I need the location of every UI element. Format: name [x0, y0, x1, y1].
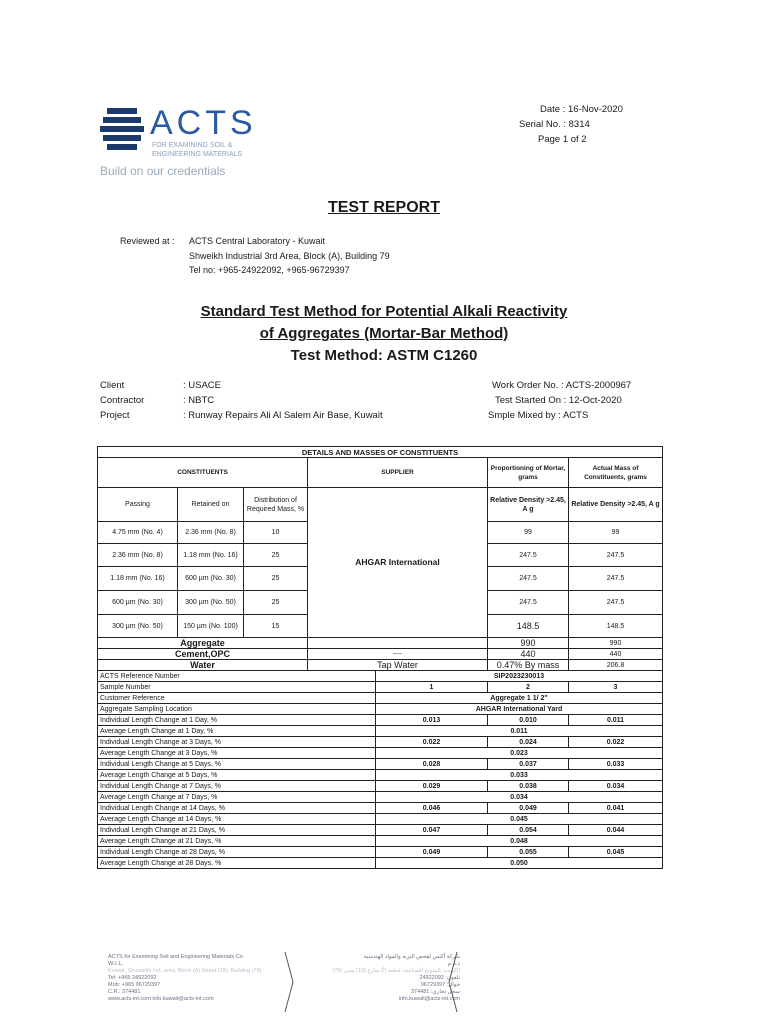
passing-cell: 4.75 mm (No. 4) [98, 522, 178, 544]
header-actual-mass: Actual Mass of Constituents, grams [569, 458, 663, 488]
result-label: Individual Length Change at 1 Day, % [98, 715, 376, 726]
proportion-cell: 247.5 [488, 567, 569, 591]
header-constituents: CONSTITUENTS [98, 458, 308, 488]
distribution-cell: 25 [244, 591, 308, 615]
footer-chevron-icon [284, 952, 294, 1012]
result-sample-1: 0.029 [376, 781, 488, 792]
date-value: 16-Nov-2020 [568, 104, 623, 115]
result-sample-3: 0.045 [569, 847, 663, 858]
logo-subtitle: FOR EXAMINING SOIL & ENGINEERING MATERIALS [152, 142, 243, 158]
report-title: TEST REPORT [327, 199, 440, 216]
water-supplier: Tap Water [308, 660, 488, 671]
sampling-location-label: Aggregate Sampling Location [98, 704, 376, 715]
table-title: DETAILS AND MASSES OF CONSTITUENTS [98, 447, 663, 458]
footer-arabic-address: الكويت، الشويخ الصناعية، قطعة (أ) شارع (19) مبنى (79) [332, 968, 460, 974]
result-label: Individual Length Change at 5 Days, % [98, 759, 376, 770]
footer-cr: C.R.: 374481 [108, 989, 141, 995]
passing-cell: 300 µm (No. 50) [98, 615, 178, 638]
table-row [98, 836, 663, 847]
retained-cell: 2.36 mm (No. 8) [178, 522, 244, 544]
table-row [98, 814, 663, 825]
actual-mass-cell: 247.5 [569, 591, 663, 615]
serial-label: Serial No. : [519, 119, 566, 130]
result-sample-1: 0.013 [376, 715, 488, 726]
result-sample-3: 0.011 [569, 715, 663, 726]
result-sample-3: 0.034 [569, 781, 663, 792]
sample-row [98, 682, 663, 693]
sample-label: Sample Number [98, 682, 376, 693]
customer-reference-label: Customer Reference [98, 693, 376, 704]
result-sample-2: 0.049 [488, 803, 569, 814]
table-row [98, 803, 663, 814]
logo-wordmark: ACTS [150, 104, 257, 142]
result-sample-2: 0.010 [488, 715, 569, 726]
sampling-location-value: AHGAR International Yard [376, 704, 663, 715]
result-label: Individual Length Change at 7 Days, % [98, 781, 376, 792]
result-sample-2: 0.037 [488, 759, 569, 770]
header-relative-density-1: Relative Density >2.45, A g [488, 488, 569, 522]
table-row [98, 748, 663, 759]
test-method-title: Test Method: ASTM C1260 [290, 347, 478, 364]
retained-cell: 150 µm (No. 100) [178, 615, 244, 638]
footer-web-email: www.acts-int.com info.kuwait@acts-int.com [108, 996, 214, 1002]
client-label: Client [100, 380, 125, 391]
table-row [98, 825, 663, 836]
average-value: 0.048 [376, 836, 663, 847]
logo-tagline: Build on our credentials [100, 164, 226, 178]
table-row [98, 770, 663, 781]
sample-mixed-by: Smple Mixed by : ACTS [488, 410, 589, 421]
result-sample-1: 0.028 [376, 759, 488, 770]
footer-company-type: W.L.L. [108, 961, 124, 967]
footer-mob: Mob: +965 96729397 [108, 982, 161, 988]
footer-arabic-cr: سجل تجاري: 374481 [411, 989, 460, 995]
distribution-cell: 15 [244, 615, 308, 638]
average-value: 0.023 [376, 748, 663, 759]
result-sample-2: 0.038 [488, 781, 569, 792]
retained-cell: 600 µm (No. 30) [178, 567, 244, 591]
actual-mass-cell: 148.5 [569, 615, 663, 638]
constituents-table [97, 446, 663, 869]
distribution-cell: 10 [244, 522, 308, 544]
standard-title-line-1: Standard Test Method for Potential Alkali Reactivity [200, 303, 568, 320]
footer-chevron-icon [448, 952, 458, 1012]
average-value: 0.033 [376, 770, 663, 781]
customer-reference-row [98, 693, 663, 704]
proportion-cell: 148.5 [488, 615, 569, 638]
page-number: Page 1 of 2 [538, 134, 587, 145]
average-label: Average Length Change at 7 Days, % [98, 792, 376, 803]
result-label: Individual Length Change at 28 Days, % [98, 847, 376, 858]
result-label: Individual Length Change at 21 Days, % [98, 825, 376, 836]
contractor-value: : NBTC [183, 395, 215, 406]
result-sample-2: 0.054 [488, 825, 569, 836]
reference-row [98, 671, 663, 682]
header-passing: Passing [98, 488, 178, 522]
header-supplier: SUPPLIER [308, 458, 488, 488]
retained-cell: 1.18 mm (No. 16) [178, 544, 244, 567]
supplier-cell: AHGAR International [308, 488, 488, 638]
table-row [98, 858, 663, 869]
water-label: Water [98, 660, 308, 671]
result-sample-1: 0.046 [376, 803, 488, 814]
result-sample-3: 0.033 [569, 759, 663, 770]
work-order: Work Order No. : ACTS-2000967 [492, 380, 632, 391]
average-label: Average Length Change at 1 Day, % [98, 726, 376, 737]
reference-value: SIP2023230013 [376, 671, 663, 682]
water-proportion: 0.47% By mass [488, 660, 569, 671]
average-label: Average Length Change at 3 Days, % [98, 748, 376, 759]
table-row [98, 847, 663, 858]
customer-reference-value: Aggregate 1 1/ 2" [376, 693, 663, 704]
result-sample-1: 0.022 [376, 737, 488, 748]
average-value: 0.050 [376, 858, 663, 869]
header-proportioning: Proportioning of Mortar, grams [488, 458, 569, 488]
table-row [98, 759, 663, 770]
reference-label: ACTS Reference Number [98, 671, 376, 682]
average-label: Average Length Change at 5 Days, % [98, 770, 376, 781]
footer-arabic-type: ذ.م.م [447, 961, 460, 967]
average-label: Average Length Change at 28 Days, % [98, 858, 376, 869]
date-line [540, 104, 623, 115]
aggregate-label: Aggregate [98, 638, 308, 649]
result-sample-3: 0.022 [569, 737, 663, 748]
cement-row [98, 649, 663, 660]
cement-supplier: ---- [308, 649, 488, 660]
sampling-location-row [98, 704, 663, 715]
result-sample-3: 0.041 [569, 803, 663, 814]
footer-arabic-name: شركة أكتس لفحص التربة والمواد الهندسية [363, 954, 460, 960]
footer-address: Kuwait, Shuwaikh Ind. area, Block (A) Street (19), Building (79) [108, 968, 262, 974]
water-row [98, 660, 663, 671]
actual-mass-cell: 247.5 [569, 567, 663, 591]
cement-actual: 440 [569, 649, 663, 660]
average-value: 0.034 [376, 792, 663, 803]
footer-arabic-email: info.kuwait@acts-int.com [398, 996, 460, 1002]
actual-mass-cell: 247.5 [569, 544, 663, 567]
date-label: Date : [540, 104, 566, 115]
project-value: : Runway Repairs Ali Al Salem Air Base, Kuwait [183, 410, 383, 421]
header-relative-density-2: Relative Density >2.45, A g [569, 488, 663, 522]
footer-left [108, 954, 278, 1003]
result-sample-1: 0.049 [376, 847, 488, 858]
actual-mass-cell: 99 [569, 522, 663, 544]
aggregate-actual: 990 [569, 638, 663, 649]
average-label: Average Length Change at 21 Days, % [98, 836, 376, 847]
test-started: Test Started On : 12-Oct-2020 [495, 395, 622, 406]
reviewed-line-3: Tel no: +965-24922092, +965-96729397 [189, 265, 350, 275]
retained-cell: 300 µm (No. 50) [178, 591, 244, 615]
standard-title-line-2: of Aggregates (Mortar-Bar Method) [259, 325, 509, 342]
aggregate-row [98, 638, 663, 649]
client-value: : USACE [183, 380, 222, 391]
reviewed-line-1: ACTS Central Laboratory - Kuwait [189, 236, 326, 246]
result-label: Individual Length Change at 14 Days, % [98, 803, 376, 814]
result-sample-2: 0.055 [488, 847, 569, 858]
average-value: 0.011 [376, 726, 663, 737]
sample-3: 3 [569, 682, 663, 693]
serial-line [519, 119, 590, 130]
table-row [98, 737, 663, 748]
cement-proportion: 440 [488, 649, 569, 660]
average-value: 0.045 [376, 814, 663, 825]
footer-tel: Tel: +965 24922092 [108, 975, 157, 981]
water-actual: 206.8 [569, 660, 663, 671]
result-label: Individual Length Change at 3 Days, % [98, 737, 376, 748]
result-sample-3: 0.044 [569, 825, 663, 836]
page-footer [108, 948, 668, 1018]
passing-cell: 1.18 mm (No. 16) [98, 567, 178, 591]
average-label: Average Length Change at 14 Days, % [98, 814, 376, 825]
reviewed-line-2: Shweikh Industrial 3rd Area, Block (A), Building 79 [189, 251, 390, 261]
cement-label: Cement,OPC [98, 649, 308, 660]
contractor-label: Contractor [100, 395, 145, 406]
logo-stripes-icon [100, 108, 144, 154]
footer-arabic-company [300, 954, 460, 1003]
company-logo [100, 104, 260, 184]
aggregate-proportion: 990 [488, 638, 569, 649]
header-retained: Retained on [178, 488, 244, 522]
passing-cell: 2.36 mm (No. 8) [98, 544, 178, 567]
serial-value: 8314 [568, 119, 590, 130]
distribution-cell: 25 [244, 567, 308, 591]
table-row [98, 726, 663, 737]
header-distribution: Distribution of Required Mass, % [244, 488, 308, 522]
sample-1: 1 [376, 682, 488, 693]
table-row [98, 781, 663, 792]
proportion-cell: 99 [488, 522, 569, 544]
footer-arabic-tel: تلفون: 24922092 [419, 975, 460, 981]
passing-cell: 600 µm (No. 30) [98, 591, 178, 615]
project-label: Project [100, 410, 130, 421]
table-row [98, 715, 663, 726]
sample-2: 2 [488, 682, 569, 693]
proportion-cell: 247.5 [488, 591, 569, 615]
proportion-cell: 247.5 [488, 544, 569, 567]
result-sample-1: 0.047 [376, 825, 488, 836]
reviewed-label: Reviewed at : [120, 236, 175, 246]
distribution-cell: 25 [244, 544, 308, 567]
result-sample-2: 0.024 [488, 737, 569, 748]
footer-arabic-mob: جوال: 96729397 [420, 982, 460, 988]
table-row [98, 792, 663, 803]
footer-company: ACTS for Examining Soil and Engineering Materials Co. [108, 954, 245, 960]
